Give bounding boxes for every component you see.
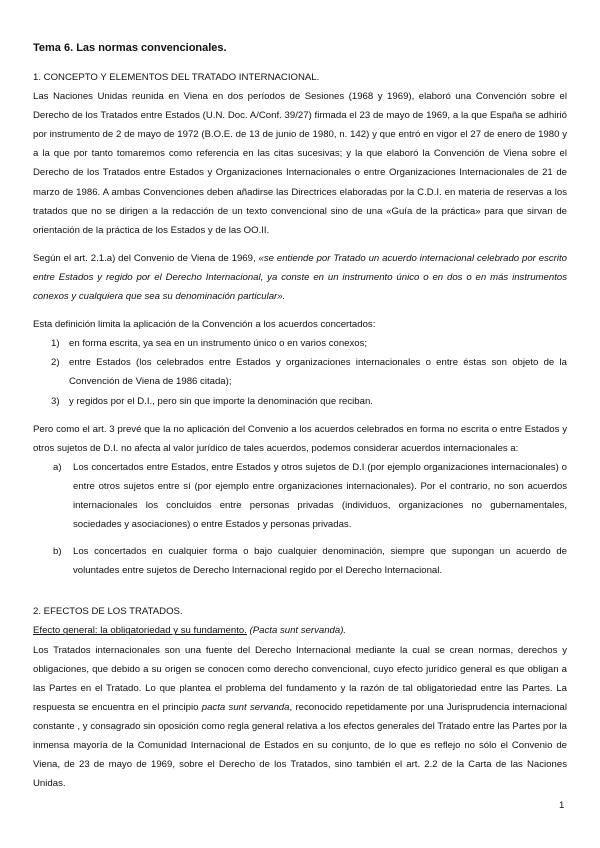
subheading-italic: (Pacta sunt servanda).: [249, 625, 347, 637]
section1-paragraph-4: Pero como el art. 3 prevé que la no aplicación del Convenio a los acuerdos celebrados en forma no escrita o entre Estados y otros sujetos de D.I. no afecta al valor jurídico de tales acuerdos, podemos considerar acuerdos internacionales a:: [33, 423, 567, 454]
list-item: 1) en forma escrita, ya sea en un instrumento único o en varios conexos;: [51, 338, 368, 350]
definition-quote: «se entiende por Tratado un acuerdo internacional celebrado por escrito entre Estados y regido por el Derecho Internacional, ya conste en un instrumento único o en dos o en más instrumentos conexos y cualquiera que sea su denominación particular».: [33, 252, 568, 303]
pacta-italic: pacta sunt servanda: [201, 701, 290, 713]
list-item: 3) y regidos por el D.I., pero sin que importe la denominación que reciban.: [51, 395, 373, 407]
definition-lead: Según el art. 2.1.a) del Convenio de Viena de 1969,: [33, 252, 259, 264]
section1-paragraph-1: Las Naciones Unidas reunida en Viena en dos períodos de Sesiones (1968 y 1969), elaboró una Convención sobre el Derecho de los Tratados entre Estados (U.N. Doc. A/Conf. 39/27) firmada el 23 de mayo de 1969, a la que España se adhirió por instrumento de 2 de mayo de 1972 (B.O.E. de 13 de junio de 1980, n. 142) y que entró en vigor el 27 de enero de 1980 y a la que por tanto tomaremos como referencia en las citas sucesivas; y la que elaboró la Convención de Viena sobre el Derecho de los Tratados entre Estados y Organizaciones Internacionales o entre Organizaciones Internacionales de 21 de marzo de 1986. A ambas Convenciones deben añadirse las Directrices elaboradas por la C.D.I. en materia de reservas a los tratados que no se dirigen a la redacción de un texto convencional sino de una «Guía de la práctica» para que sirvan de orientación de la práctica de los Estados y de las OO.II.: [33, 91, 567, 236]
section2-heading: 2. EFECTOS DE LOS TRATADOS.: [33, 606, 183, 618]
section1-paragraph-3: Esta definición limita la aplicación de la Convención a los acuerdos concertados:: [33, 319, 376, 331]
document-page: [33, 40, 567, 793]
numbered-list: [33, 334, 567, 410]
list-item: b) Los concertados en cualquier forma o bajo cualquier denominación, siempre que supongan un acuerdo de voluntades entre sujetos de Derecho Internacional regido por el Derecho Internacional.: [53, 546, 567, 577]
list-item: a) Los concertados entre Estados, entre Estados y otros sujetos de D.I (por ejemplo organizaciones internacionales) o entre otros sujetos entre sí (por ejemplo entre organizaciones internacionales). Por el contrario, no son acuerdos internacionales los concluidos entre personas privadas (individuos, organizaciones no gubernamentales, sociedades y asociaciones) o entre Estados y personas privadas.: [53, 461, 567, 531]
section2-paragraph-1: Los Tratados internacionales son una fuente del Derecho Internacional mediante la cual se crean normas, derechos y obligaciones, que debido a su origen se conocen como derecho convencional, cuyo efecto jurídico general es que obligan a las Partes en el Tratado. Lo que plantea el problema del fundamento y la razón de tal obligatoriedad entre las Partes. La respuesta se encuentra en el principio pacta sunt servanda, reconocido repetidamente por una Jurisprudencia internacional constante , y consagrado sin oposición como regla general relativa a los efectos generales del Tratado entre las Partes por la inmensa mayoría de la Comunidad Internacional de Estados en su conjunto, de lo que es reflejo no sólo el Convenio de Viena, de 23 de mayo de 1969, sobre el Derecho de los Tratados, sino también el art. 2.2 de la Carta de las Naciones Unidas.: [33, 644, 568, 790]
page-number: 1: [559, 800, 565, 811]
lettered-list: [33, 458, 567, 581]
subheading-underlined: Efecto general: la obligatoriedad y su fundamento.: [33, 625, 247, 637]
section1-paragraph-2: [33, 249, 567, 306]
document-title: Tema 6. Las normas convencionales.: [33, 42, 227, 54]
section2-subheading: [33, 621, 567, 640]
section1-heading: 1. CONCEPTO Y ELEMENTOS DEL TRATADO INTERNACIONAL.: [33, 72, 320, 83]
list-item: 2) entre Estados (los celebrados entre Estados y organizaciones internacionales o entre éstas son objeto de la Convención de Viena de 1986 citada);: [51, 357, 567, 388]
